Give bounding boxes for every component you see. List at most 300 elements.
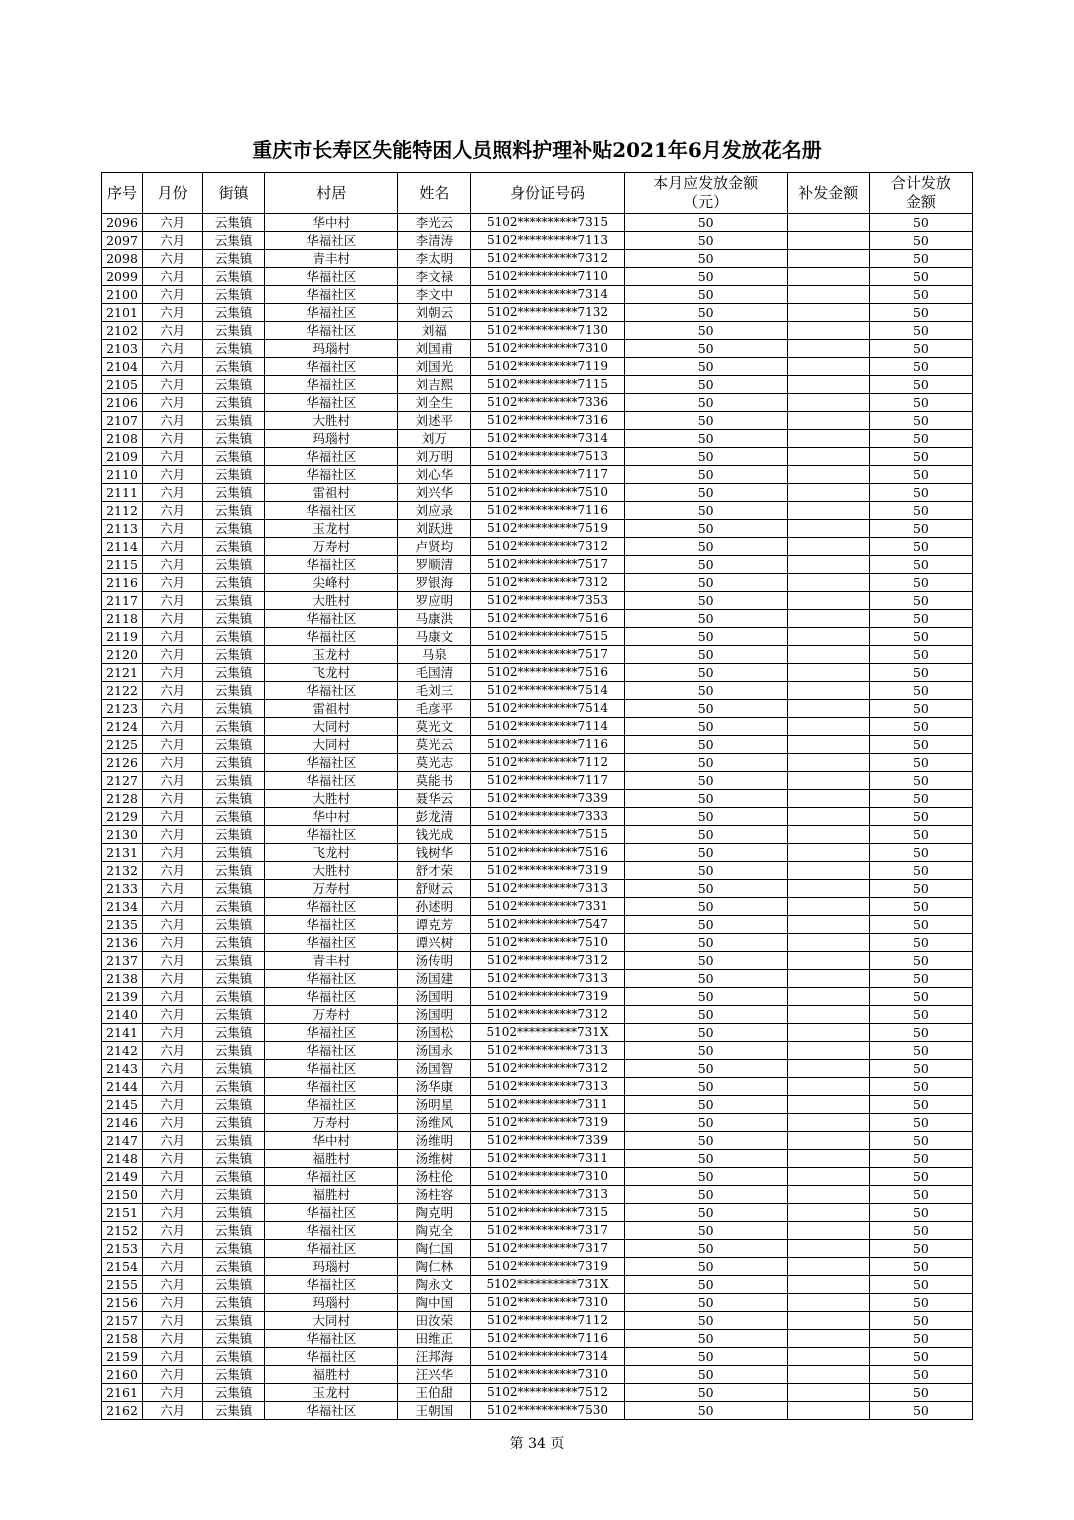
- cell-supplement-amount: [787, 1330, 869, 1348]
- cell-name: 汤维明: [398, 1132, 471, 1150]
- cell-village: 华福社区: [265, 754, 398, 772]
- cell-monthly-amount: 50: [624, 646, 787, 664]
- cell-village: 华福社区: [265, 1348, 398, 1366]
- cell-town: 云集镇: [203, 808, 265, 826]
- cell-village: 玉龙村: [265, 520, 398, 538]
- cell-id-number: 5102**********7319: [471, 1258, 624, 1276]
- cell-total-amount: 50: [869, 340, 972, 358]
- cell-total-amount: 50: [869, 394, 972, 412]
- table-row: [102, 1060, 973, 1078]
- cell-village: 华福社区: [265, 970, 398, 988]
- table-row: [102, 754, 973, 772]
- cell-monthly-amount: 50: [624, 556, 787, 574]
- cell-town: 云集镇: [203, 376, 265, 394]
- cell-village: 华福社区: [265, 628, 398, 646]
- cell-village: 华福社区: [265, 358, 398, 376]
- cell-town: 云集镇: [203, 394, 265, 412]
- table-row: [102, 1384, 973, 1402]
- cell-seq: 2104: [102, 358, 143, 376]
- cell-monthly-amount: 50: [624, 1258, 787, 1276]
- cell-name: 舒财云: [398, 880, 471, 898]
- cell-month: 六月: [143, 646, 203, 664]
- table-row: [102, 1006, 973, 1024]
- cell-month: 六月: [143, 1006, 203, 1024]
- cell-supplement-amount: [787, 934, 869, 952]
- cell-name: 谭兴树: [398, 934, 471, 952]
- table-row: [102, 1186, 973, 1204]
- cell-supplement-amount: [787, 412, 869, 430]
- cell-month: 六月: [143, 700, 203, 718]
- header-supplement-amount: 补发金额: [787, 173, 869, 214]
- cell-seq: 2100: [102, 286, 143, 304]
- cell-town: 云集镇: [203, 484, 265, 502]
- cell-supplement-amount: [787, 610, 869, 628]
- cell-name: 马康洪: [398, 610, 471, 628]
- cell-seq: 2158: [102, 1330, 143, 1348]
- cell-month: 六月: [143, 1042, 203, 1060]
- cell-seq: 2154: [102, 1258, 143, 1276]
- cell-town: 云集镇: [203, 322, 265, 340]
- cell-name: 彭龙清: [398, 808, 471, 826]
- cell-total-amount: 50: [869, 502, 972, 520]
- cell-town: 云集镇: [203, 1294, 265, 1312]
- cell-name: 马康文: [398, 628, 471, 646]
- cell-supplement-amount: [787, 484, 869, 502]
- cell-supplement-amount: [787, 538, 869, 556]
- cell-id-number: 5102**********7311: [471, 1096, 624, 1114]
- cell-month: 六月: [143, 718, 203, 736]
- cell-name: 刘全生: [398, 394, 471, 412]
- table-row: [102, 466, 973, 484]
- cell-name: 汤传明: [398, 952, 471, 970]
- cell-supplement-amount: [787, 340, 869, 358]
- cell-name: 李文禄: [398, 268, 471, 286]
- cell-monthly-amount: 50: [624, 1276, 787, 1294]
- cell-monthly-amount: 50: [624, 1078, 787, 1096]
- cell-town: 云集镇: [203, 736, 265, 754]
- cell-month: 六月: [143, 772, 203, 790]
- header-monthly-amount-line1: 本月应发放金额: [653, 174, 759, 192]
- cell-month: 六月: [143, 1366, 203, 1384]
- cell-month: 六月: [143, 592, 203, 610]
- cell-total-amount: 50: [869, 898, 972, 916]
- cell-supplement-amount: [787, 1222, 869, 1240]
- cell-village: 大胜村: [265, 592, 398, 610]
- table-row: [102, 790, 973, 808]
- cell-id-number: 5102**********7119: [471, 358, 624, 376]
- cell-monthly-amount: 50: [624, 1024, 787, 1042]
- cell-name: 田维正: [398, 1330, 471, 1348]
- cell-seq: 2120: [102, 646, 143, 664]
- cell-id-number: 5102**********7315: [471, 214, 624, 232]
- cell-village: 华福社区: [265, 988, 398, 1006]
- cell-name: 汤国永: [398, 1042, 471, 1060]
- roster-body: [102, 214, 973, 1420]
- cell-total-amount: 50: [869, 1024, 972, 1042]
- cell-total-amount: 50: [869, 1060, 972, 1078]
- cell-id-number: 5102**********7317: [471, 1222, 624, 1240]
- cell-name: 李太明: [398, 250, 471, 268]
- cell-total-amount: 50: [869, 736, 972, 754]
- cell-village: 大同村: [265, 736, 398, 754]
- cell-monthly-amount: 50: [624, 358, 787, 376]
- cell-town: 云集镇: [203, 628, 265, 646]
- cell-town: 云集镇: [203, 1114, 265, 1132]
- cell-total-amount: 50: [869, 754, 972, 772]
- cell-town: 云集镇: [203, 970, 265, 988]
- cell-town: 云集镇: [203, 664, 265, 682]
- cell-monthly-amount: 50: [624, 1384, 787, 1402]
- cell-total-amount: 50: [869, 700, 972, 718]
- table-row: [102, 1168, 973, 1186]
- cell-month: 六月: [143, 1312, 203, 1330]
- cell-seq: 2108: [102, 430, 143, 448]
- cell-name: 陶仁国: [398, 1240, 471, 1258]
- cell-supplement-amount: [787, 1240, 869, 1258]
- cell-id-number: 5102**********7312: [471, 1006, 624, 1024]
- cell-supplement-amount: [787, 358, 869, 376]
- cell-total-amount: 50: [869, 988, 972, 1006]
- cell-supplement-amount: [787, 1384, 869, 1402]
- cell-month: 六月: [143, 1222, 203, 1240]
- cell-village: 华福社区: [265, 1078, 398, 1096]
- cell-month: 六月: [143, 412, 203, 430]
- cell-supplement-amount: [787, 1060, 869, 1078]
- cell-seq: 2098: [102, 250, 143, 268]
- cell-town: 云集镇: [203, 844, 265, 862]
- table-row: [102, 574, 973, 592]
- cell-monthly-amount: 50: [624, 538, 787, 556]
- cell-village: 雷祖村: [265, 484, 398, 502]
- table-row: [102, 358, 973, 376]
- cell-village: 华福社区: [265, 1276, 398, 1294]
- cell-total-amount: 50: [869, 250, 972, 268]
- cell-total-amount: 50: [869, 826, 972, 844]
- cell-total-amount: 50: [869, 214, 972, 232]
- cell-supplement-amount: [787, 916, 869, 934]
- cell-total-amount: 50: [869, 1330, 972, 1348]
- cell-name: 莫能书: [398, 772, 471, 790]
- cell-total-amount: 50: [869, 646, 972, 664]
- cell-supplement-amount: [787, 826, 869, 844]
- cell-name: 舒才荣: [398, 862, 471, 880]
- cell-monthly-amount: 50: [624, 1150, 787, 1168]
- cell-month: 六月: [143, 1204, 203, 1222]
- cell-total-amount: 50: [869, 286, 972, 304]
- cell-monthly-amount: 50: [624, 880, 787, 898]
- cell-supplement-amount: [787, 322, 869, 340]
- cell-town: 云集镇: [203, 538, 265, 556]
- cell-seq: 2130: [102, 826, 143, 844]
- cell-id-number: 5102**********7510: [471, 484, 624, 502]
- cell-name: 陶克明: [398, 1204, 471, 1222]
- cell-name: 马泉: [398, 646, 471, 664]
- cell-id-number: 5102**********7312: [471, 250, 624, 268]
- cell-monthly-amount: 50: [624, 412, 787, 430]
- cell-name: 王朝国: [398, 1402, 471, 1420]
- cell-monthly-amount: 50: [624, 268, 787, 286]
- cell-name: 汤明星: [398, 1096, 471, 1114]
- cell-village: 华福社区: [265, 376, 398, 394]
- cell-village: 大同村: [265, 1312, 398, 1330]
- cell-id-number: 5102**********7315: [471, 1204, 624, 1222]
- cell-town: 云集镇: [203, 340, 265, 358]
- cell-monthly-amount: 50: [624, 394, 787, 412]
- cell-village: 福胜村: [265, 1366, 398, 1384]
- cell-village: 华福社区: [265, 826, 398, 844]
- table-row: [102, 430, 973, 448]
- table-row: [102, 1348, 973, 1366]
- cell-name: 罗银海: [398, 574, 471, 592]
- cell-month: 六月: [143, 808, 203, 826]
- cell-name: 卢贤均: [398, 538, 471, 556]
- cell-town: 云集镇: [203, 1402, 265, 1420]
- cell-month: 六月: [143, 1258, 203, 1276]
- cell-seq: 2096: [102, 214, 143, 232]
- cell-name: 刘兴华: [398, 484, 471, 502]
- cell-total-amount: 50: [869, 448, 972, 466]
- cell-supplement-amount: [787, 214, 869, 232]
- page-number: 第 34 页: [509, 1436, 565, 1452]
- cell-village: 华福社区: [265, 898, 398, 916]
- cell-supplement-amount: [787, 772, 869, 790]
- cell-id-number: 5102**********7353: [471, 592, 624, 610]
- table-row: [102, 592, 973, 610]
- cell-monthly-amount: 50: [624, 970, 787, 988]
- table-row: [102, 448, 973, 466]
- cell-name: 汤国智: [398, 1060, 471, 1078]
- cell-monthly-amount: 50: [624, 286, 787, 304]
- cell-village: 华福社区: [265, 1240, 398, 1258]
- cell-supplement-amount: [787, 862, 869, 880]
- cell-name: 李清涛: [398, 232, 471, 250]
- cell-town: 云集镇: [203, 466, 265, 484]
- cell-monthly-amount: 50: [624, 1240, 787, 1258]
- cell-id-number: 5102**********7333: [471, 808, 624, 826]
- cell-id-number: 5102**********7311: [471, 1150, 624, 1168]
- cell-village: 青丰村: [265, 250, 398, 268]
- cell-monthly-amount: 50: [624, 1042, 787, 1060]
- cell-total-amount: 50: [869, 1366, 972, 1384]
- cell-id-number: 5102**********7515: [471, 628, 624, 646]
- cell-town: 云集镇: [203, 1366, 265, 1384]
- cell-month: 六月: [143, 448, 203, 466]
- cell-name: 汪邦海: [398, 1348, 471, 1366]
- cell-town: 云集镇: [203, 592, 265, 610]
- cell-name: 刘万: [398, 430, 471, 448]
- cell-id-number: 5102**********7113: [471, 232, 624, 250]
- cell-village: 华福社区: [265, 610, 398, 628]
- cell-month: 六月: [143, 1330, 203, 1348]
- cell-seq: 2111: [102, 484, 143, 502]
- cell-supplement-amount: [787, 754, 869, 772]
- table-row: [102, 394, 973, 412]
- cell-town: 云集镇: [203, 268, 265, 286]
- cell-name: 汤国松: [398, 1024, 471, 1042]
- cell-total-amount: 50: [869, 682, 972, 700]
- cell-town: 云集镇: [203, 952, 265, 970]
- cell-village: 玛瑙村: [265, 1294, 398, 1312]
- table-row: [102, 1132, 973, 1150]
- cell-monthly-amount: 50: [624, 952, 787, 970]
- cell-village: 万寿村: [265, 1114, 398, 1132]
- cell-village: 大胜村: [265, 412, 398, 430]
- cell-month: 六月: [143, 844, 203, 862]
- cell-id-number: 5102**********7310: [471, 1366, 624, 1384]
- page-title: 重庆市长寿区失能特困人员照料护理补贴2021年6月发放花名册: [252, 138, 822, 162]
- cell-total-amount: 50: [869, 484, 972, 502]
- cell-village: 华福社区: [265, 448, 398, 466]
- cell-seq: 2155: [102, 1276, 143, 1294]
- cell-month: 六月: [143, 1384, 203, 1402]
- cell-seq: 2117: [102, 592, 143, 610]
- cell-town: 云集镇: [203, 1096, 265, 1114]
- cell-total-amount: 50: [869, 772, 972, 790]
- table-row: [102, 862, 973, 880]
- cell-seq: 2127: [102, 772, 143, 790]
- cell-name: 聂华云: [398, 790, 471, 808]
- cell-total-amount: 50: [869, 1312, 972, 1330]
- cell-total-amount: 50: [869, 1132, 972, 1150]
- cell-name: 刘吉熙: [398, 376, 471, 394]
- table-row: [102, 1222, 973, 1240]
- cell-month: 六月: [143, 340, 203, 358]
- cell-town: 云集镇: [203, 1132, 265, 1150]
- cell-supplement-amount: [787, 556, 869, 574]
- cell-month: 六月: [143, 1114, 203, 1132]
- table-row: [102, 1042, 973, 1060]
- cell-seq: 2145: [102, 1096, 143, 1114]
- cell-supplement-amount: [787, 502, 869, 520]
- cell-town: 云集镇: [203, 790, 265, 808]
- cell-name: 汪兴华: [398, 1366, 471, 1384]
- cell-town: 云集镇: [203, 520, 265, 538]
- cell-id-number: 5102**********7312: [471, 574, 624, 592]
- cell-town: 云集镇: [203, 448, 265, 466]
- cell-total-amount: 50: [869, 376, 972, 394]
- cell-name: 罗应明: [398, 592, 471, 610]
- cell-name: 钱光成: [398, 826, 471, 844]
- cell-id-number: 5102**********7116: [471, 502, 624, 520]
- cell-id-number: 5102**********731X: [471, 1276, 624, 1294]
- cell-seq: 2103: [102, 340, 143, 358]
- cell-total-amount: 50: [869, 1042, 972, 1060]
- cell-monthly-amount: 50: [624, 502, 787, 520]
- cell-name: 罗顺清: [398, 556, 471, 574]
- cell-month: 六月: [143, 250, 203, 268]
- header-village: 村居: [265, 173, 398, 214]
- cell-seq: 2156: [102, 1294, 143, 1312]
- cell-total-amount: 50: [869, 520, 972, 538]
- cell-seq: 2105: [102, 376, 143, 394]
- cell-village: 华福社区: [265, 304, 398, 322]
- cell-supplement-amount: [787, 1168, 869, 1186]
- cell-supplement-amount: [787, 1114, 869, 1132]
- header-total-amount: [869, 173, 972, 214]
- table-row: [102, 610, 973, 628]
- cell-monthly-amount: 50: [624, 664, 787, 682]
- cell-total-amount: 50: [869, 1294, 972, 1312]
- cell-town: 云集镇: [203, 1312, 265, 1330]
- cell-seq: 2142: [102, 1042, 143, 1060]
- cell-town: 云集镇: [203, 610, 265, 628]
- cell-month: 六月: [143, 1168, 203, 1186]
- cell-monthly-amount: 50: [624, 1204, 787, 1222]
- cell-seq: 2129: [102, 808, 143, 826]
- cell-village: 华福社区: [265, 1024, 398, 1042]
- cell-month: 六月: [143, 358, 203, 376]
- cell-monthly-amount: 50: [624, 1006, 787, 1024]
- cell-id-number: 5102**********7312: [471, 1060, 624, 1078]
- cell-village: 玉龙村: [265, 1384, 398, 1402]
- cell-monthly-amount: 50: [624, 430, 787, 448]
- cell-total-amount: 50: [869, 808, 972, 826]
- cell-name: 汤柱伦: [398, 1168, 471, 1186]
- cell-supplement-amount: [787, 448, 869, 466]
- cell-total-amount: 50: [869, 916, 972, 934]
- header-total-amount-line1: 合计发放: [890, 174, 951, 192]
- cell-total-amount: 50: [869, 1402, 972, 1420]
- cell-town: 云集镇: [203, 412, 265, 430]
- cell-seq: 2128: [102, 790, 143, 808]
- cell-village: 华中村: [265, 1132, 398, 1150]
- table-row: [102, 322, 973, 340]
- cell-id-number: 5102**********7116: [471, 1330, 624, 1348]
- table-row: [102, 340, 973, 358]
- cell-supplement-amount: [787, 1204, 869, 1222]
- cell-village: 华福社区: [265, 394, 398, 412]
- cell-id-number: 5102**********7310: [471, 340, 624, 358]
- cell-name: 陶永文: [398, 1276, 471, 1294]
- cell-seq: 2139: [102, 988, 143, 1006]
- cell-name: 莫光文: [398, 718, 471, 736]
- cell-supplement-amount: [787, 376, 869, 394]
- cell-id-number: 5102**********7336: [471, 394, 624, 412]
- cell-total-amount: 50: [869, 1222, 972, 1240]
- cell-id-number: 5102**********7331: [471, 898, 624, 916]
- cell-name: 汤柱容: [398, 1186, 471, 1204]
- cell-monthly-amount: 50: [624, 1312, 787, 1330]
- cell-name: 王伯甜: [398, 1384, 471, 1402]
- cell-month: 六月: [143, 1024, 203, 1042]
- header-monthly-amount: [624, 173, 787, 214]
- cell-month: 六月: [143, 916, 203, 934]
- cell-town: 云集镇: [203, 1258, 265, 1276]
- cell-town: 云集镇: [203, 304, 265, 322]
- cell-name: 毛刘三: [398, 682, 471, 700]
- table-row: [102, 844, 973, 862]
- cell-monthly-amount: 50: [624, 340, 787, 358]
- cell-seq: 2148: [102, 1150, 143, 1168]
- cell-seq: 2160: [102, 1366, 143, 1384]
- cell-village: 玛瑙村: [265, 1258, 398, 1276]
- cell-id-number: 5102**********7516: [471, 610, 624, 628]
- cell-total-amount: 50: [869, 1006, 972, 1024]
- cell-monthly-amount: 50: [624, 718, 787, 736]
- cell-name: 孙述明: [398, 898, 471, 916]
- cell-village: 华福社区: [265, 1222, 398, 1240]
- cell-name: 李文中: [398, 286, 471, 304]
- cell-village: 玛瑙村: [265, 340, 398, 358]
- cell-seq: 2101: [102, 304, 143, 322]
- cell-monthly-amount: 50: [624, 214, 787, 232]
- table-row: [102, 1258, 973, 1276]
- cell-supplement-amount: [787, 970, 869, 988]
- cell-monthly-amount: 50: [624, 448, 787, 466]
- cell-name: 刘述平: [398, 412, 471, 430]
- table-row: [102, 826, 973, 844]
- cell-village: 华福社区: [265, 322, 398, 340]
